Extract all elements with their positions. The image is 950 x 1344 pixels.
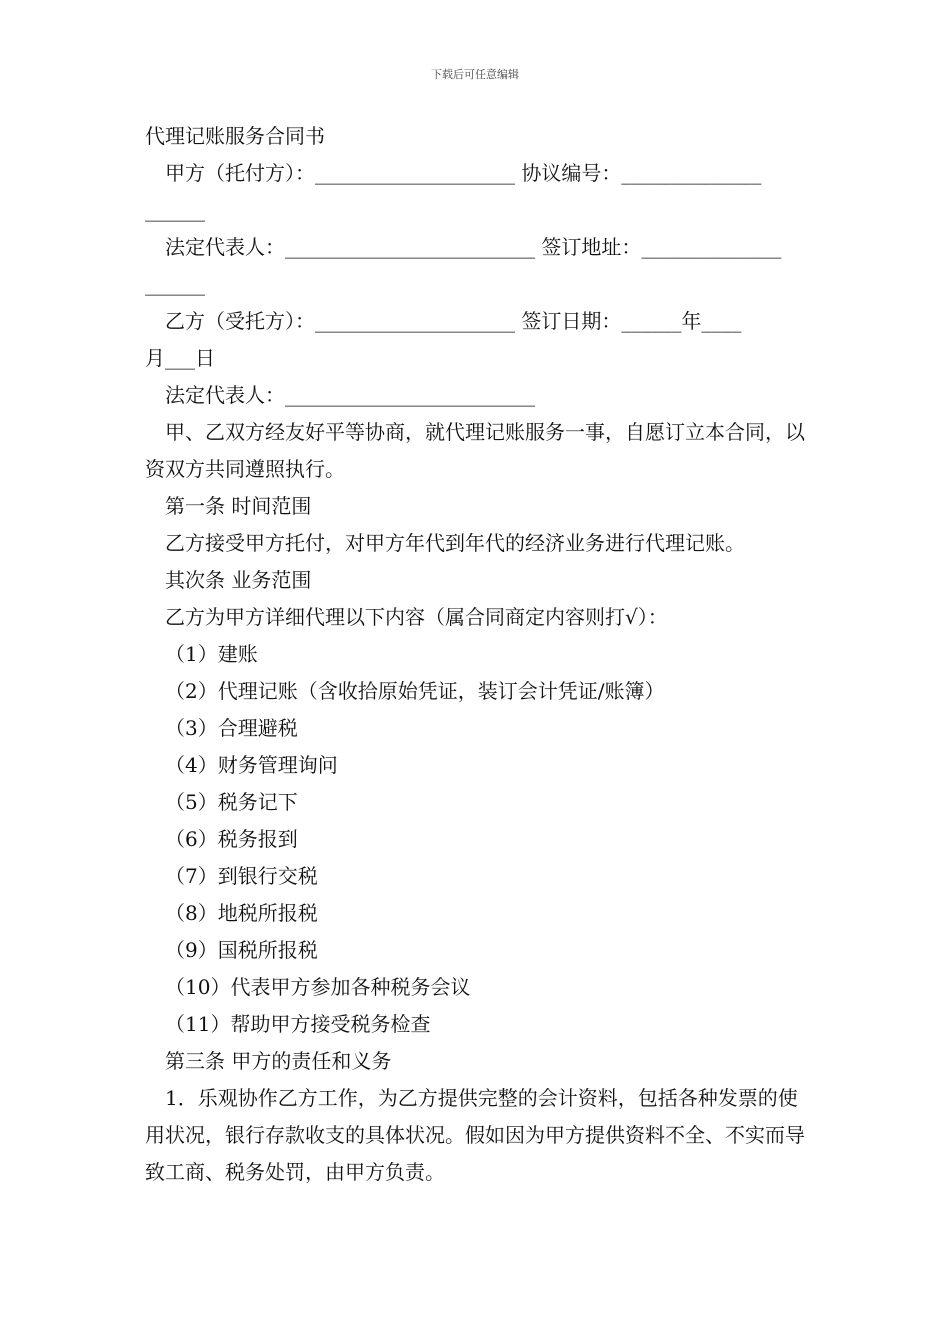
list-item: （2）代理记账（含收拾原始凭证，装订会计凭证/账簿） [165, 679, 665, 703]
article-1-text: 乙方接受甲方托付，对甲方年代到年代的经济业务进行代理记账。 [165, 531, 745, 555]
party-a-line-cont: ______ [145, 198, 205, 222]
intro-paragraph: 甲、乙双方经友好平等协商，就代理记账服务一事，自愿订立本合同，以资双方共同遵照执行。 [145, 420, 805, 481]
list-item: （5）税务记下 [165, 790, 298, 814]
document-body [145, 118, 807, 1191]
article-3-title: 第三条 甲方的责任和义务 [165, 1049, 392, 1073]
rep-a-line-cont: ______ [145, 272, 205, 296]
rep-a-line: 法定代表人：_________________________ 签订地址：______________ [165, 235, 782, 259]
rep-b-line: 法定代表人：_________________________ [165, 383, 535, 407]
list-item: （3）合理避税 [165, 716, 298, 740]
party-b-line: 乙方（受托方）：____________________ 签订日期：______年____ [165, 309, 742, 333]
article-1-title: 第一条 时间范围 [165, 494, 312, 518]
document-title: 代理记账服务合同书 [145, 124, 325, 148]
page-header: 下载后可任意编辑 [431, 68, 519, 81]
list-item: （1）建账 [165, 642, 258, 666]
list-item: （7）到银行交税 [165, 864, 318, 888]
list-item: （9）国税所报税 [165, 938, 318, 962]
list-item: （11）帮助甲方接受税务检查 [165, 1012, 431, 1036]
list-item: （4）财务管理询问 [165, 753, 338, 777]
article-2-text: 乙方为甲方详细代理以下内容（属合同商定内容则打√）： [165, 605, 668, 629]
list-item: （8）地税所报税 [165, 901, 318, 925]
list-item: （10）代表甲方参加各种税务会议 [165, 975, 471, 999]
party-b-line-cont: 月___日 [145, 346, 215, 370]
article-2-title: 其次条 业务范围 [165, 568, 312, 592]
list-item: （6）税务报到 [165, 827, 298, 851]
party-a-line: 甲方（托付方）：____________________ 协议编号：______________ [165, 161, 762, 185]
article-3-paragraph-1: 1．乐观协作乙方工作，为乙方提供完整的会计资料，包括各种发票的使用状况，银行存款收支的具体状况。假如因为甲方提供资料不全、不实而导致工商、税务处罚，由甲方负责。 [145, 1086, 805, 1184]
